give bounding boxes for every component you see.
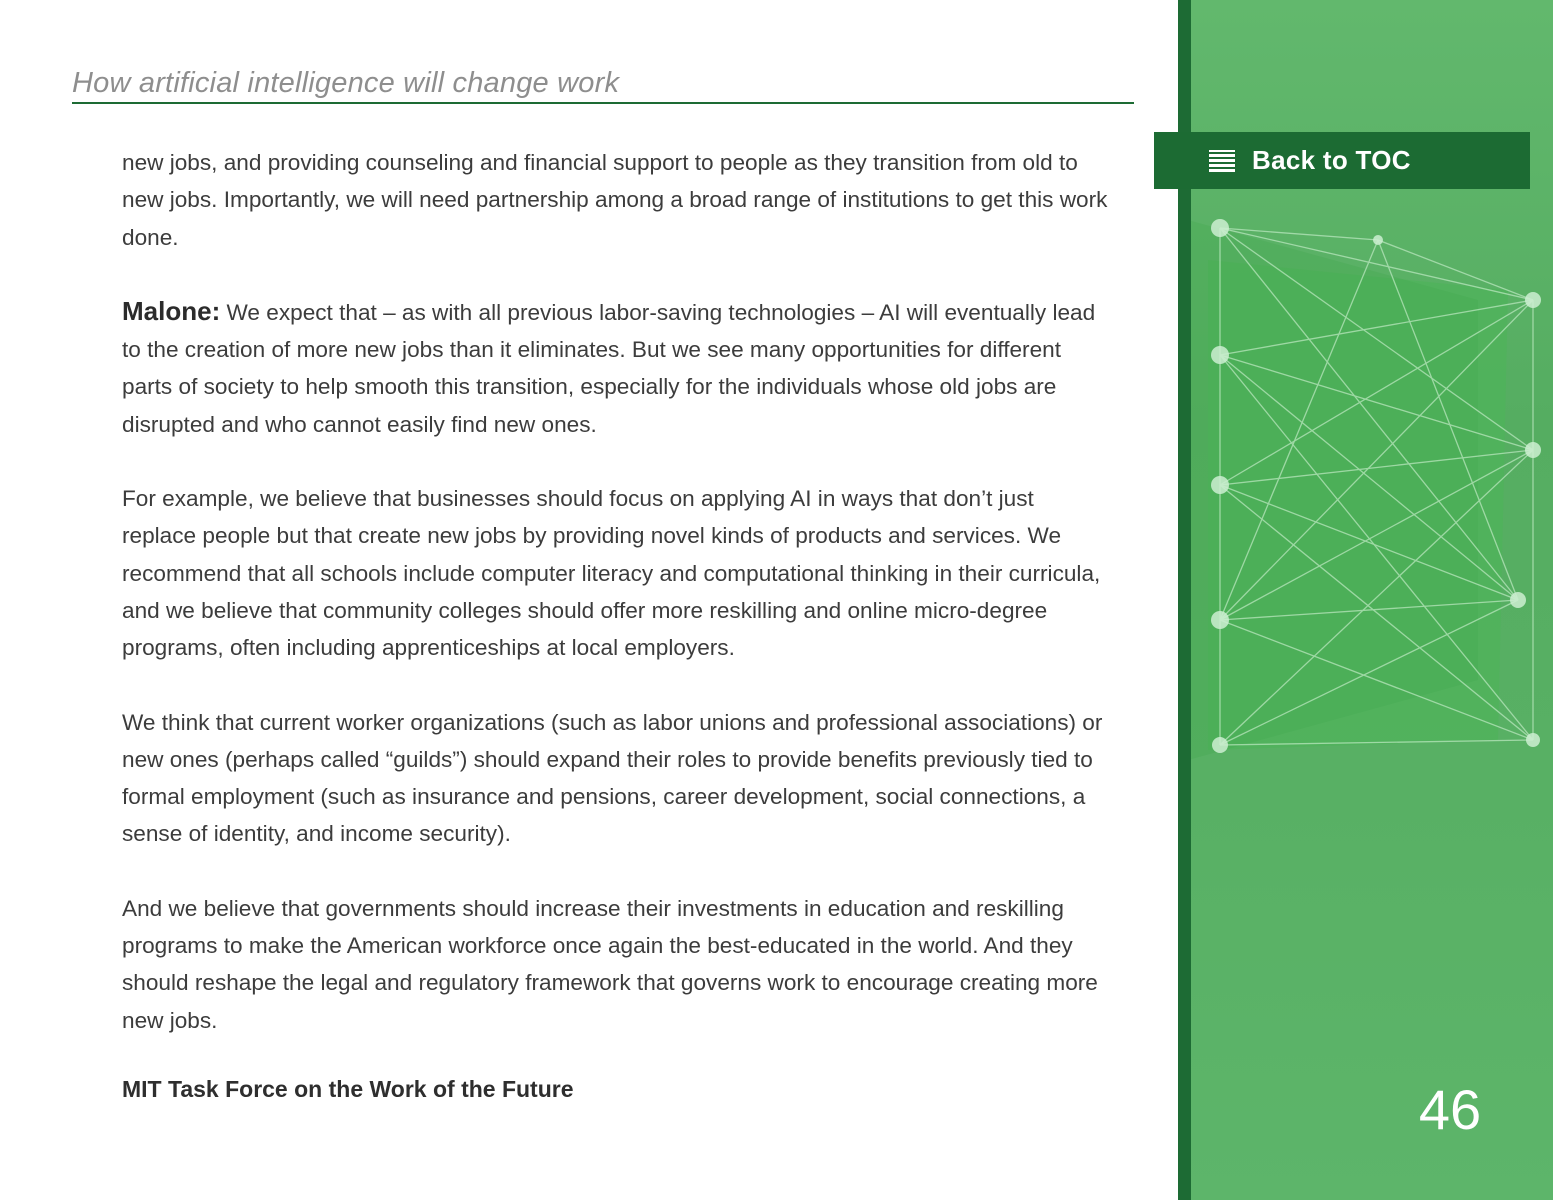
network-graphic (1178, 180, 1553, 780)
paragraph-text: We expect that – as with all previous labor-saving technologies – AI will eventually lead to the creation of more new jobs than it eliminates. But we see many opportunities for different parts of society to help smooth this transition, especially for the individuals whose old jobs are disrupted and who cannot easily find new ones. (122, 299, 1096, 437)
paragraph: new jobs, and providing counseling and financial support to people as they transition from old to new jobs. Importantly, we will need partnership among a broad range of institutions to get this work done. (122, 150, 1108, 250)
article-body (122, 144, 1112, 1076)
back-to-toc-label: Back to TOC (1252, 145, 1411, 175)
running-header-title: How artificial intelligence will change work (72, 67, 620, 99)
running-header (72, 64, 1134, 104)
paragraph: For example, we believe that businesses should focus on applying AI in ways that don’t just replace people but that create new jobs by providing novel kinds of products and services. We recommend that all schools include computer literacy and computational thinking in their curricula, and we believe that community colleges should offer more reskilling and online micro-degree programs, often including apprenticeships at local employers. (122, 486, 1101, 661)
paragraph: We think that current worker organizations (such as labor unions and professional associations) or new ones (perhaps called “guilds”) should expand their roles to provide benefits previously tied to formal employment (such as insurance and pensions, career development, social connections, a sense of identity, and income security). (122, 709, 1103, 847)
page-number: 46 (1418, 1078, 1482, 1141)
source-line: MIT Task Force on the Work of the Future (122, 1076, 574, 1102)
paragraph (122, 293, 1112, 443)
back-to-toc-button[interactable] (1154, 132, 1530, 189)
speaker-name: Malone: (122, 295, 221, 326)
paragraph: And we believe that governments should increase their investments in education and reskilling programs to make the American workforce once again the best-educated in the world. And they should reshape the legal and regulatory framework that governs work to encourage creating more new jobs. (122, 895, 1098, 1033)
list-icon (1209, 150, 1235, 172)
